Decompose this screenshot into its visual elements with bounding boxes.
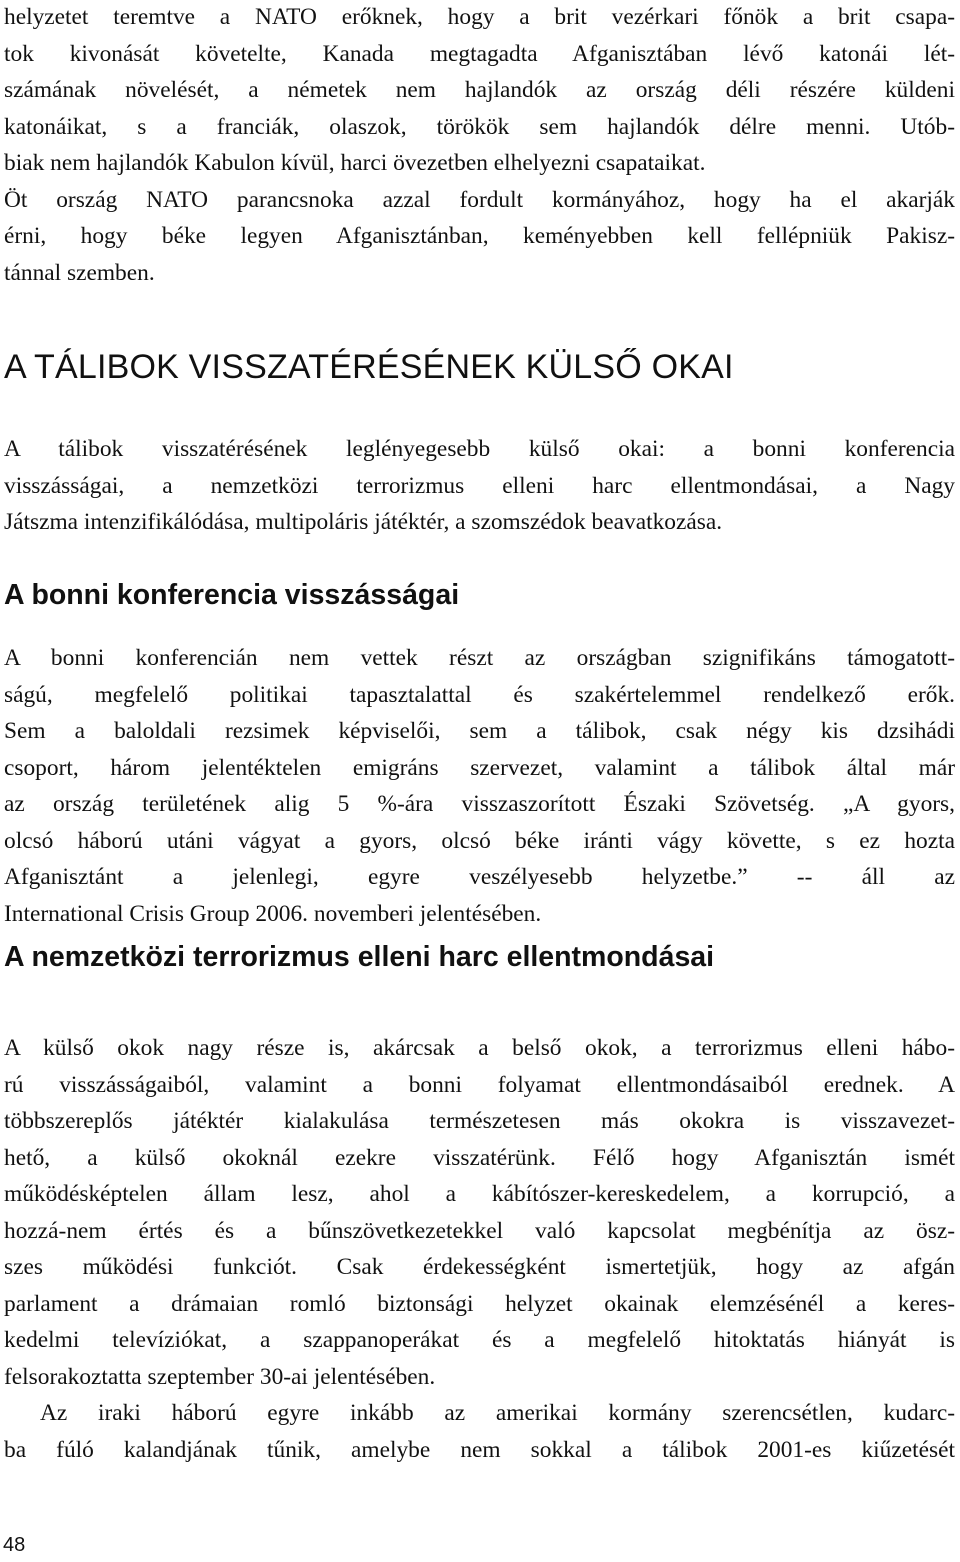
terror-line: kedelmi televíziókat, a szappanoperákat és a megfelelő hitoktatás hiányát is bbox=[4, 1327, 955, 1353]
bonn-line: International Crisis Group 2006. novemberi jelentésében. bbox=[4, 900, 542, 927]
terror-line: rú visszásságaiból, valamint a bonni folyamat ellentmondásaiból erednek. A bbox=[4, 1071, 955, 1098]
bonn-line: Sem a baloldali rezsimek képviselői, sem a tálibok, csak négy kis dzsihádi bbox=[4, 718, 955, 744]
terror-line: Az iraki háború egyre inkább az amerikai kormány szerencsétlen, kudarc- bbox=[40, 1400, 955, 1426]
terror-line: működésképtelen állam lesz, ahol a kábítószer-kereskedelem, a korrupció, a bbox=[4, 1181, 955, 1207]
terror-line: ba fúló kalandjának tűnik, amelybe nem sokkal a tálibok 2001-es kiűzetését bbox=[4, 1436, 955, 1463]
terror-paragraph bbox=[4, 1030, 955, 1468]
bonn-paragraph bbox=[4, 640, 955, 932]
section-line: A tálibok visszatérésének leglényegesebb külső okai: a bonni konferencia bbox=[4, 436, 955, 462]
intro-line: tok kivonását követelte, Kanada megtagadta Afganisztában lévő katonái lét- bbox=[4, 40, 955, 67]
terror-line: hozzá-nem értés és a bűnszövetkezetekkel való kapcsolat megbénítja az ösz- bbox=[4, 1217, 955, 1244]
terror-line: A külső okok nagy része is, akárcsak a belső okok, a terrorizmus elleni hábo- bbox=[4, 1035, 955, 1061]
terror-line: parlament a drámaian romló biztonsági helyzet okainak elemzésénél a keres- bbox=[4, 1290, 955, 1317]
terror-line: felsorakoztatta szeptember 30-ai jelentésében. bbox=[4, 1363, 436, 1390]
intro-line: számának növelését, a németek nem hajlandók az ország déli részére küldeni bbox=[4, 77, 955, 103]
intro-line: biak nem hajlandók Kabulon kívül, harci övezetben elhelyezni csapataikat. bbox=[4, 150, 706, 176]
subsection-title-bonn: A bonni konferencia visszásságai bbox=[4, 579, 460, 611]
terror-line: szes működési funkciót. Csak érdekességként ismertetjük, hogy az afgán bbox=[4, 1254, 955, 1280]
intro-line: tánnal szemben. bbox=[4, 259, 155, 286]
bonn-line: csoport, három jelentéktelen emigráns szervezet, valamint a tálibok által már bbox=[4, 754, 955, 781]
intro-line: Öt ország NATO parancsnoka azzal fordult kormányához, hogy ha el akarják bbox=[4, 186, 955, 213]
bonn-line: Afganisztánt a jelenlegi, egyre veszélyesebb helyzetbe.” -- áll az bbox=[4, 864, 955, 890]
subsection-title-terrorism: A nemzetközi terrorizmus elleni harc ellentmondásai bbox=[4, 941, 715, 973]
terror-line: hető, a külső okoknál ezekre visszatérünk. Félő hogy Afganisztán ismét bbox=[4, 1144, 955, 1171]
section-line: Játszma intenzifikálódása, multipoláris játéktér, a szomszédok beavatkozása. bbox=[4, 509, 723, 535]
intro-line: helyzetet teremtve a NATO erőknek, hogy a brit vezérkari főnök a brit csapa- bbox=[4, 4, 955, 30]
bonn-line: olcsó háború utáni vágyat a gyors, olcsó béke iránti vágy követte, s ez hozta bbox=[4, 827, 955, 854]
bonn-line: az ország területének alig 5 %-ára visszaszorított Északi Szövetség. „A gyors, bbox=[4, 791, 955, 817]
intro-line: katonáikat, s a franciák, olaszok, törökök sem hajlandók délre menni. Utób- bbox=[4, 113, 955, 140]
bonn-line: ságú, megfelelő politikai tapasztalattal és szakértelemmel rendelkező erők. bbox=[4, 681, 955, 708]
section-line: visszásságai, a nemzetközi terrorizmus elleni harc ellentmondásai, a Nagy bbox=[4, 472, 955, 499]
section-title: A TÁLIBOK VISSZATÉRÉSÉNEK KÜLSŐ OKAI bbox=[4, 348, 734, 386]
bonn-line: A bonni konferencián nem vettek részt az országban szignifikáns támogatott- bbox=[4, 645, 955, 671]
intro-paragraph bbox=[4, 0, 955, 291]
section-paragraph bbox=[4, 431, 955, 541]
intro-line: érni, hogy béke legyen Afganisztánban, keményebben kell fellépniük Pakisz- bbox=[4, 223, 955, 249]
terror-line: többszereplős játéktér kialakulása természetesen más okokra is visszavezet- bbox=[4, 1108, 955, 1134]
page-number: 48 bbox=[3, 1534, 26, 1556]
